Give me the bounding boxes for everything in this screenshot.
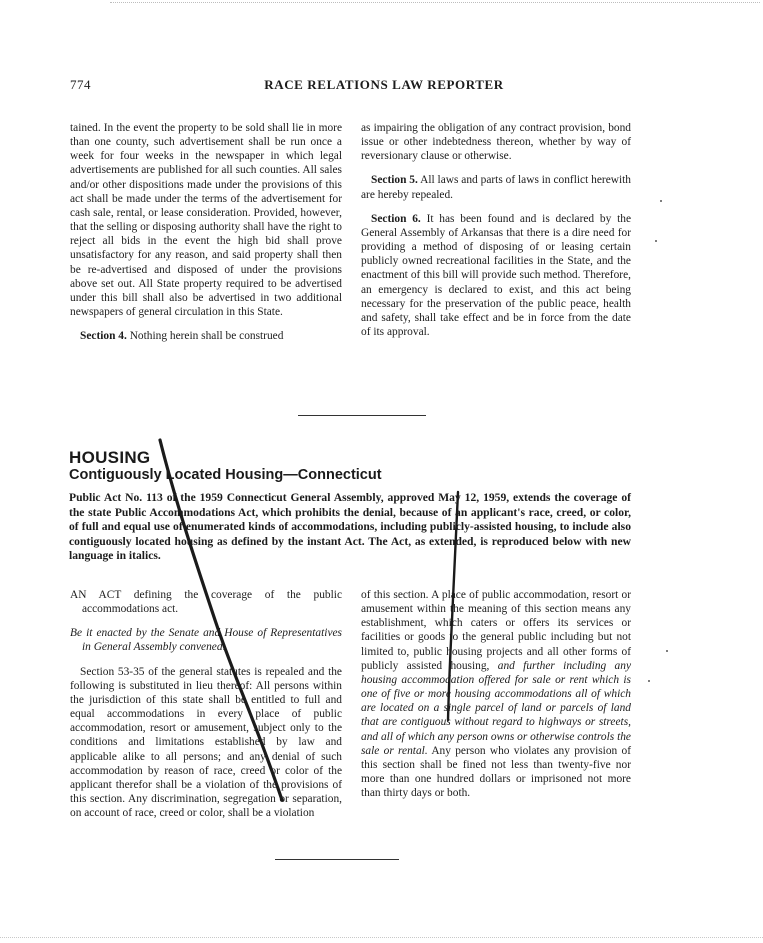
scan-speck xyxy=(655,240,657,242)
page-number: 774 xyxy=(70,77,91,92)
act-text-new-language: and further including any housing accommodation offered for sale or rent which is one of five or more housing accommodations all of which are located on a single parcel of land or parcels of land that are contiguous without regard to highways or streets, and all of which any person owns or otherwise controls the sale or rental. xyxy=(361,659,632,757)
carryover-paragraph: tained. In the event the property to be sold shall lie in more than one county, such advertisement shall be run once a week for four weeks in the newspaper in which legal advertisements are published for all such counties. All sales and/or other dispositions made under the provisions of this act shall be made under the terms of the advertisement for cash sale, rental, or lease consideration. Provided, however, that the selling or disposing authority shall have the right to reject all bids in the event the high bid shall prove unsatisfactory for any reason, and said property shall then be re-advertised and disposed of under the provisions above set out. All State property required to be advertised under this bill shall also be advertised in two additional newspapers of general circulation in this State. xyxy=(70,122,342,319)
section-4-paragraph xyxy=(70,329,342,343)
top-left-column xyxy=(70,121,342,343)
act-right-column xyxy=(361,588,631,800)
continuation-paragraph: as impairing the obligation of any contract provision, bond issue or other indebtedness thereon, whether by way of reversionary clause or otherwise. xyxy=(361,122,631,163)
act-left-column xyxy=(70,588,342,820)
section-5-text: All laws and parts of laws in conflict herewith are hereby repealed. xyxy=(361,174,632,201)
section-6-paragraph xyxy=(361,212,631,339)
scan-edge-dots-bottom xyxy=(0,937,763,939)
scan-speck xyxy=(648,680,650,682)
scan-speck xyxy=(666,650,668,652)
section-5-label: Section 5. xyxy=(371,174,418,187)
section-5-paragraph xyxy=(361,173,631,201)
act-text-regular: of this section. A place of public accommodation, resort or amusement within the meaning of this section means any establishment, which caters or offers its services or facilities or goods to the general public including but not limited to, public housing projects and all other forms of publicly assisted housing, xyxy=(361,589,631,672)
section-4-text: Nothing herein shall be construed xyxy=(129,330,284,343)
running-head: RACE RELATIONS LAW REPORTER xyxy=(264,77,504,92)
case-summary: Public Act No. 113 of the 1959 Connecticut General Assembly, approved May 12, 1959, extends the coverage of the state Public Accommodations Act, which prohibits the denial, because of an applicant's race, creed, or color, of full and equal use of enumerated kinds of accommodations, including publicly-assisted housing, to include also contiguously located housing as defined by the instant Act. The Act, as extended, is reproduced below with new language in italics. xyxy=(69,491,631,563)
scan-edge-dots-top xyxy=(110,2,760,4)
page-header xyxy=(70,77,698,95)
section-heading: HOUSING xyxy=(69,448,151,467)
act-text-penalty: Any person who violates any provision of this section shall be fined not less than twenty-five nor more than one hundred dollars or imprisoned not more than thirty days or both. xyxy=(361,744,631,800)
section-4-label: Section 4. xyxy=(80,330,127,343)
act-continuation-paragraph xyxy=(361,588,631,800)
section-subheading: Contiguously Located Housing—Connecticut xyxy=(69,467,382,483)
act-body-paragraph: Section 53-35 of the general statutes is repealed and the following is substituted in lieu thereof: All persons within the jurisdiction of this state shall be entitled to full and equal accommodations in every place of public accommodation, resort or amusement, subject only to the conditions and limitations established by law and applicable alike to all persons; and any denial of such accommodation by reason of race, creed or color of the applicant therefor shall be a violation of the provisions of this section. Any discrimination, segregation or separation, on account of race, creed or color, shall be a violation xyxy=(70,665,342,820)
top-right-column xyxy=(361,121,631,339)
section-6-label: Section 6. xyxy=(371,212,421,225)
section-6-text: It has been found and is declared by the General Assembly of Arkansas that there is a dire need for providing a method of disposing of or leasing certain publicly owned recreational facilities in the State, and the enactment of this bill will provide such method. Therefore, an emergency is declared to exist, and this act being necessary for the preservation of the public peace, health and safety, shall take effect and be in force from the date of its approval. xyxy=(361,212,631,339)
end-divider xyxy=(275,859,399,860)
section-divider xyxy=(298,415,426,416)
act-title: AN ACT defining the coverage of the public accommodations act. xyxy=(70,589,342,616)
scan-speck xyxy=(660,200,662,202)
enacting-clause: Be it enacted by the Senate and House of Representatives in General Assembly convened: xyxy=(70,627,342,654)
